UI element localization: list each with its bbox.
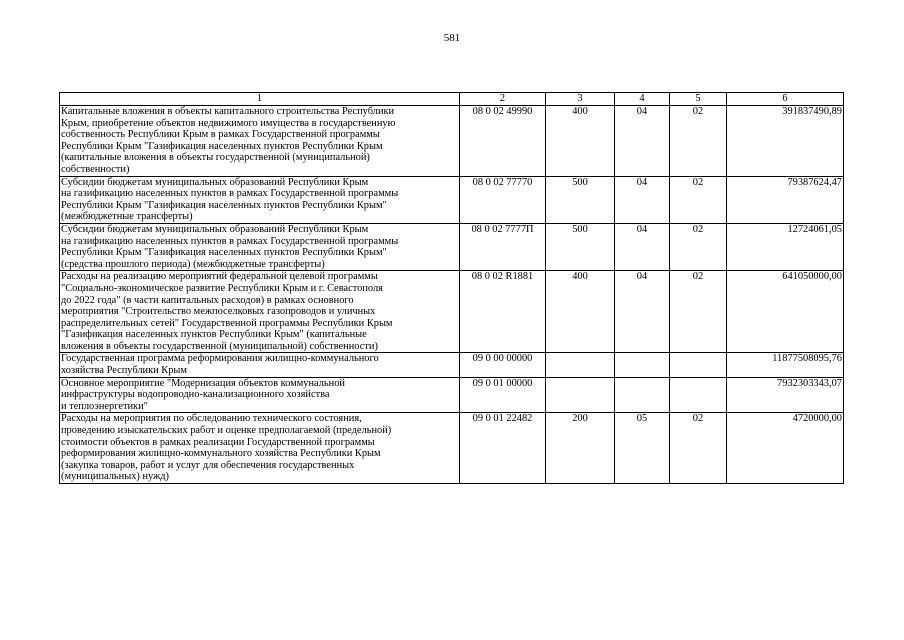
expense-type-cell: 200 bbox=[546, 413, 615, 484]
subsection-cell: 02 bbox=[670, 413, 727, 484]
subsection-cell: 02 bbox=[670, 271, 727, 353]
expense-name-cell bbox=[60, 271, 460, 353]
expense-name-cell bbox=[60, 106, 460, 177]
subsection-cell: 02 bbox=[670, 223, 727, 270]
name-line: Крым, приобретение объектов недвижимого имущества в государственную bbox=[61, 117, 396, 129]
expense-type-cell: 500 bbox=[546, 176, 615, 223]
amount-cell: 12724061,05 bbox=[727, 223, 844, 270]
section-cell: 04 bbox=[615, 176, 670, 223]
name-line: на газификацию населенных пунктов в рамках Государственной программы bbox=[61, 188, 399, 200]
name-line: собственности) bbox=[61, 163, 130, 175]
target-code-cell: 09 0 01 00000 bbox=[460, 377, 546, 413]
column-header-6: 6 bbox=[727, 93, 844, 106]
expense-type-cell bbox=[546, 353, 615, 377]
name-line: Субсидии бюджетам муниципальных образований Республики Крым bbox=[61, 176, 369, 188]
column-header-4: 4 bbox=[615, 93, 670, 106]
table-row bbox=[60, 353, 844, 377]
column-header-3: 3 bbox=[546, 93, 615, 106]
section-cell: 04 bbox=[615, 223, 670, 270]
name-line: Капитальные вложения в объекты капитального строительства Республики bbox=[61, 106, 395, 117]
name-line: проведению изыскательских работ и оценке предполагаемой (предельной) bbox=[61, 425, 392, 437]
target-code-cell: 09 0 01 22482 bbox=[460, 413, 546, 484]
name-line: и теплоэнергетики" bbox=[61, 400, 148, 412]
name-line: (закупка товаров, работ и услуг для обеспечения государственных bbox=[61, 459, 355, 471]
name-line: до 2022 года" (в части капитальных расходов) в рамках основного bbox=[61, 294, 354, 306]
name-line: хозяйства Республики Крым bbox=[61, 365, 187, 377]
column-header-1: 1 bbox=[60, 93, 460, 106]
name-line: Республики Крым "Газификация населенных пунктов Республики Крым bbox=[61, 140, 383, 152]
name-line: Расходы на мероприятия по обследованию технического состояния, bbox=[61, 413, 362, 425]
column-header-2: 2 bbox=[460, 93, 546, 106]
name-line: Субсидии бюджетам муниципальных образований Республики Крым bbox=[61, 223, 369, 235]
expense-type-cell: 400 bbox=[546, 271, 615, 353]
name-line: Основное мероприятие "Модернизация объектов коммунальной bbox=[61, 377, 345, 389]
table-row bbox=[60, 106, 844, 177]
name-line: распределительных сетей" Государственной программы Республики Крым bbox=[61, 317, 393, 329]
expense-name-cell bbox=[60, 377, 460, 413]
name-line: на газификацию населенных пунктов в рамках Государственной программы bbox=[61, 235, 399, 247]
amount-cell: 79387624,47 bbox=[727, 176, 844, 223]
name-line: (межбюджетные трансферты) bbox=[61, 211, 193, 223]
amount-cell: 641050000,00 bbox=[727, 271, 844, 353]
section-cell bbox=[615, 353, 670, 377]
expense-type-cell: 500 bbox=[546, 223, 615, 270]
page-number: 581 bbox=[443, 32, 461, 44]
expense-name-cell bbox=[60, 413, 460, 484]
name-line: стоимости объектов в рамках реализации Государственной программы bbox=[61, 436, 375, 448]
column-header-5: 5 bbox=[670, 93, 727, 106]
subsection-cell bbox=[670, 353, 727, 377]
name-line: "Социально-экономическое развитие Республики Крым и г. Севастополя bbox=[61, 282, 383, 294]
section-cell bbox=[615, 377, 670, 413]
name-line: (средства прошлого периода) (межбюджетные трансферты) bbox=[61, 258, 325, 270]
target-code-cell: 08 0 02 7777П bbox=[460, 223, 546, 270]
amount-cell: 11877508095,76 bbox=[727, 353, 844, 377]
table-row bbox=[60, 377, 844, 413]
section-cell: 04 bbox=[615, 271, 670, 353]
name-line: (муниципальных) нужд) bbox=[61, 471, 170, 483]
expense-name-cell bbox=[60, 353, 460, 377]
expense-type-cell bbox=[546, 377, 615, 413]
name-line: вложения в объекты государственной (муниципальной) собственности) bbox=[61, 340, 378, 352]
amount-cell: 7932303343,07 bbox=[727, 377, 844, 413]
table-row bbox=[60, 223, 844, 270]
section-cell: 04 bbox=[615, 106, 670, 177]
name-line: мероприятия "Строительство межпоселковых газопроводов и уличных bbox=[61, 306, 376, 318]
expense-name-cell bbox=[60, 223, 460, 270]
target-code-cell: 08 0 02 49990 bbox=[460, 106, 546, 177]
amount-cell: 4720000,00 bbox=[727, 413, 844, 484]
header-row bbox=[60, 93, 844, 106]
target-code-cell: 08 0 02 R1881 bbox=[460, 271, 546, 353]
name-line: Республики Крым "Газификация населенных пунктов Республики Крым" bbox=[61, 199, 387, 211]
expense-name-cell bbox=[60, 176, 460, 223]
amount-cell: 391837490,89 bbox=[727, 106, 844, 177]
name-line: реформирования жилищно-коммунального хозяйства Республики Крым bbox=[61, 448, 381, 460]
name-line: инфраструктуры водопроводно-канализационного хозяйства bbox=[61, 389, 330, 401]
table-row bbox=[60, 271, 844, 353]
table-row bbox=[60, 413, 844, 484]
name-line: (капитальные вложения в объекты государственной (муниципальной) bbox=[61, 152, 370, 164]
name-line: "Газификация населенных пунктов Республики Крым" (капитальные bbox=[61, 329, 367, 341]
target-code-cell: 08 0 02 77770 bbox=[460, 176, 546, 223]
subsection-cell: 02 bbox=[670, 176, 727, 223]
section-cell: 05 bbox=[615, 413, 670, 484]
name-line: собственность Республики Крым в рамках Государственной программы bbox=[61, 129, 380, 141]
table-row bbox=[60, 176, 844, 223]
target-code-cell: 09 0 00 00000 bbox=[460, 353, 546, 377]
budget-table bbox=[59, 92, 844, 484]
subsection-cell bbox=[670, 377, 727, 413]
expense-type-cell: 400 bbox=[546, 106, 615, 177]
name-line: Республики Крым "Газификация населенных пунктов Республики Крым" bbox=[61, 247, 387, 259]
subsection-cell: 02 bbox=[670, 106, 727, 177]
name-line: Государственная программа реформирования жилищно-коммунального bbox=[61, 353, 379, 365]
name-line: Расходы на реализацию мероприятий федеральной целевой программы bbox=[61, 271, 378, 283]
